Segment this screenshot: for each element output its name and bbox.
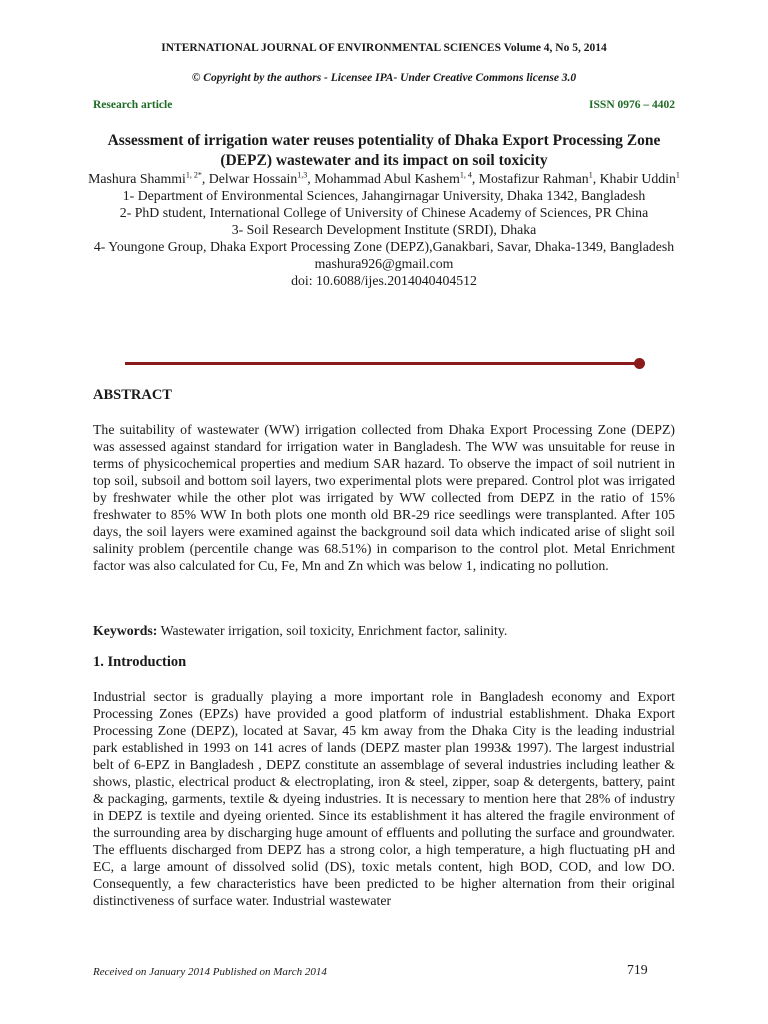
divider-end-dot xyxy=(634,358,645,369)
author: Mashura Shammi$^{1, 2*}$, xyxy=(88,170,209,186)
issn: ISSN 0976 – 4402 xyxy=(589,99,675,111)
copyright-line: © Copyright by the authors - Licensee IPA- Under Creative Commons license 3.0 xyxy=(191,72,577,84)
affiliation-3: 3- Soil Research Development Institute (SRDI), Dhaka xyxy=(231,222,537,237)
keywords-text: Wastewater irrigation, soil toxicity, Enrichment factor, salinity. xyxy=(157,623,508,638)
author-block xyxy=(80,170,688,289)
author-list xyxy=(80,170,688,187)
introduction-heading: 1. Introduction xyxy=(93,654,187,670)
affiliation-4: 4- Youngone Group, Dhaka Export Processing Zone (DEPZ),Ganakbari, Savar, Dhaka-1349, Bangladesh xyxy=(93,239,675,254)
author: Mohammad Abul Kashem$^{1, 4}$, xyxy=(314,170,479,186)
author: Mostafizur Rahman$^1$, xyxy=(478,170,600,186)
abstract-heading: ABSTRACT xyxy=(93,387,172,403)
abstract-text: The suitability of wastewater (WW) irrigation collected from Dhaka Export Processing Zone (DEPZ) was assessed against standard for irrigation water in Bangladesh. The WW was unsuitable for reuse in terms of physicochemical properties and medium SAR hazard. To observe the impact of soil nutrient in top soil, subsoil and bottom soil layers, two experimental plots were prepared. Control plot was irrigated by freshwater while the other plot was irrigated by WW collected from DEPZ in the ratio of 15% freshwater to 85% WW In both plots one month old BR-29 rice seedlings were transplanted. After 105 days, the soil layers were examined against the background soil data which indicated arise of slight soil salinity problem (percentile change was 68.51%) in comparison to the control plot. Metal Enrichment factor was also calculated for Cu, Fe, Mn and Zn which was below 1, indicating no pollution. xyxy=(93,422,675,573)
title-divider xyxy=(125,362,637,365)
keywords-line xyxy=(93,622,675,639)
affiliation-2: 2- PhD student, International College of University of Chinese Academy of Sciences, PR China xyxy=(119,205,649,220)
page-number: 719 xyxy=(627,962,648,977)
received-published-dates: Received on January 2014 Published on March 2014 xyxy=(93,966,327,978)
article-type: Research article xyxy=(93,99,173,111)
doi[interactable]: doi: 10.6088/ijes.2014040404512 xyxy=(291,273,477,288)
article-info-row xyxy=(93,99,675,111)
author: Khabir Uddin$^1$ xyxy=(599,170,680,186)
affiliation-1: 1- Department of Environmental Sciences, Jahangirnagar University, Dhaka 1342, Bangladesh xyxy=(122,188,646,203)
journal-header: INTERNATIONAL JOURNAL OF ENVIRONMENTAL SCIENCES Volume 4, No 5, 2014 xyxy=(161,42,607,54)
author-email[interactable]: mashura926@gmail.com xyxy=(314,256,454,271)
keywords-label: Keywords: xyxy=(93,623,158,638)
introduction-text: Industrial sector is gradually playing a more important role in Bangladesh economy and Export Processing Zones (EPZs) have provided a good platform of industrial establishment. Dhaka Export Processing Zone (DEPZ), located at Savar, 45 km away from the Dhaka City is the leading industrial park established in 1993 on 141 acres of lands (DEPZ master plan 1993& 1997). The largest industrial belt of 6-EPZ in Bangladesh , DEPZ constitute an assemblage of several industries including leather & shows, plastic, electrical product & electroplating, iron & steel, zipper, soap & detergents, battery, paint & packaging, garments, textile & dyeing industries. It is necessary to mention here that 28% of industry in DEPZ is textile and dyeing oriented. Since its establishment it has altered the fragile environment of the surrounding area by discharging huge amount of effluents and polluting the surface and groundwater. The effluents discharged from DEPZ has a strong color, a high temperature, a high fluctuating pH and EC, a large amount of dissolved solid (DS), toxic metals content, high BOD, COD, and low DO. Consequently, a few characteristics have been predicted to be higher alternation from their original distinctiveness of surface water. Industrial wastewater xyxy=(93,689,675,908)
author: Delwar Hossain$^{1,3}$, xyxy=(208,170,315,186)
paper-title: Assessment of irrigation water reuses potentiality of Dhaka Export Processing Zone (DEPZ) wastewater and its impact on soil toxicity xyxy=(107,132,661,169)
